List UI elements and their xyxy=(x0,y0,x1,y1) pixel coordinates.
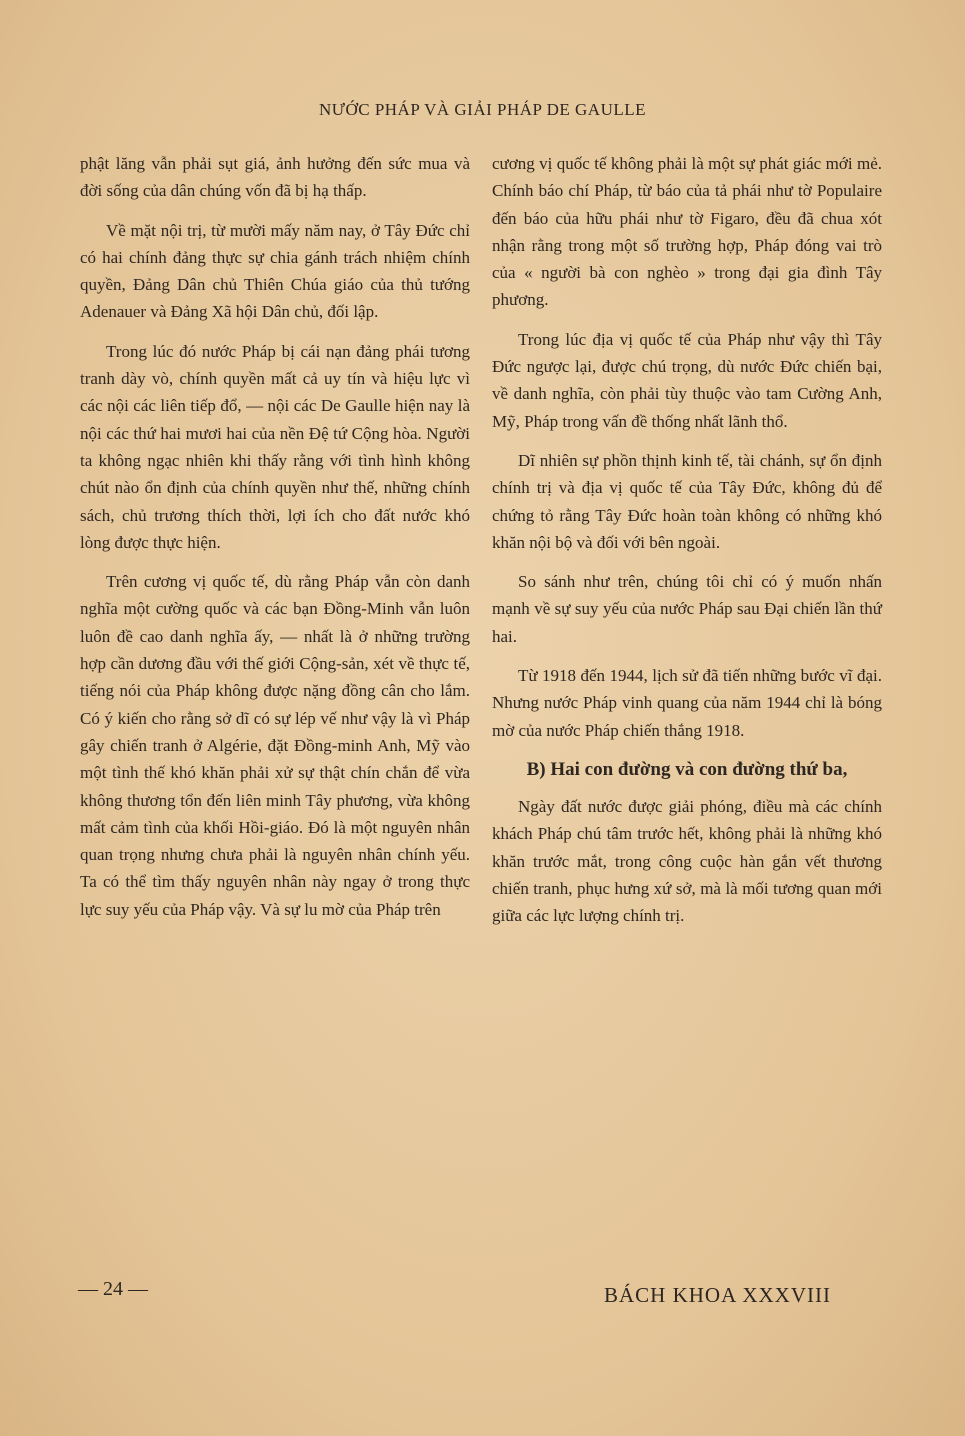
paragraph: Từ 1918 đến 1944, lịch sử đã tiến những bước vĩ đại. Nhưng nước Pháp vinh quang của năm 1944 chỉ là bóng mờ của nước Pháp chiến thắng 1918. xyxy=(492,666,882,740)
left-column xyxy=(80,150,470,935)
paragraph: Dĩ nhiên sự phồn thịnh kinh tế, tài chánh, sự ổn định chính trị và địa vị quốc tế của Tây Đức, không đủ để chứng tỏ rằng Tây Đức hoàn toàn không có những khó khăn nội bộ và đối với bên ngoài. xyxy=(492,450,882,552)
publication-name: BÁCH KHOA XXXVIII xyxy=(604,1283,831,1307)
paragraph: Về mặt nội trị, từ mười mấy năm nay, ở Tây Đức chỉ có hai chính đảng thực sự chia gánh trách nhiệm chính quyền, Đảng Dân chủ Thiên Chúa giáo của thủ tướng Adenauer và Đảng Xã hội Dân chủ, đối lập. xyxy=(80,220,470,322)
paragraph: Trên cương vị quốc tế, dù rằng Pháp vẫn còn danh nghĩa một cường quốc và các bạn Đồng-Minh vẫn luôn luôn đề cao danh nghĩa ấy, — nhất là ở những trường hợp cần dương đầu với thế giới Cộng-sản, xét về thực tế, tiếng nói của Pháp không được nặng đồng cân cho lắm. Có ý kiến cho rằng sở dĩ có sự lép vế như vậy là vì Pháp gây chiến tranh ở Algérie, đặt Đồng-minh Anh, Mỹ vào một tình thế khó khăn phải xử sự thật chín chắn để vừa không thương tổn đến liên minh Tây phương, vừa không mất cảm tình của khối Hồi-giáo. Đó là một nguyên nhân quan trọng nhưng chưa phải là nguyên nhân chính yếu. Ta có thể tìm thấy nguyên nhân này ngay ở trong thực lực suy yếu của Pháp vậy. Và sự lu mờ của Pháp trên xyxy=(80,572,470,919)
paragraph: Trong lúc đó nước Pháp bị cái nạn đảng phái tương tranh dày vò, chính quyền mất cả uy tín và hiệu lực vì các nội các liên tiếp đổ, — nội các De Gaulle hiện nay là nội các thứ hai mươi hai của nền Đệ tứ Cộng hòa. Người ta không ngạc nhiên khi thấy rằng với tình hình không chút nào ổn định của chính quyền như thế, những chính sách, chủ trương thích thời, lợi ích cho đất nước khó lòng được thực hiện. xyxy=(80,341,470,552)
paragraph: So sánh như trên, chúng tôi chỉ có ý muốn nhấn mạnh về sự suy yếu của nước Pháp sau Đại chiến lần thứ hai. xyxy=(492,572,882,646)
paragraph: Ngày đất nước được giải phóng, điều mà các chính khách Pháp chú tâm trước hết, không phải là những khó khăn trước mắt, trong công cuộc hàn gắn vết thương chiến tranh, phục hưng xứ sở, mà là mối tương quan mới giữa các lực lượng chính trị. xyxy=(492,796,882,926)
paragraph: Trong lúc địa vị quốc tế của Pháp như vậy thì Tây Đức ngược lại, được chú trọng, dù nước Đức chiến bại, về danh nghĩa, còn phải tùy thuộc vào tam Cường Anh, Mỹ, Pháp trong vấn đề thống nhất lãnh thổ. xyxy=(492,329,882,431)
section-heading: B) Hai con đường và con đường thứ ba, xyxy=(526,758,848,780)
paragraph: cương vị quốc tế không phải là một sự phát giác mới mẻ. Chính báo chí Pháp, từ báo của tả phái như tờ Populaire đến báo của hữu phái như tờ Figaro, đều đã chua xót nhận rằng trong một số trường hợp, Pháp đóng vai trò của « người bà con nghèo » trong đại gia đình Tây phương. xyxy=(492,154,882,310)
running-title: NƯỚC PHÁP VÀ GIẢI PHÁP DE GAULLE xyxy=(318,100,646,119)
page-number: — 24 — xyxy=(78,1278,148,1300)
right-column xyxy=(492,150,882,941)
paragraph: phật lăng vẫn phải sụt giá, ảnh hưởng đến sức mua và đời sống của dân chúng vốn đã bị hạ thấp. xyxy=(80,154,470,201)
